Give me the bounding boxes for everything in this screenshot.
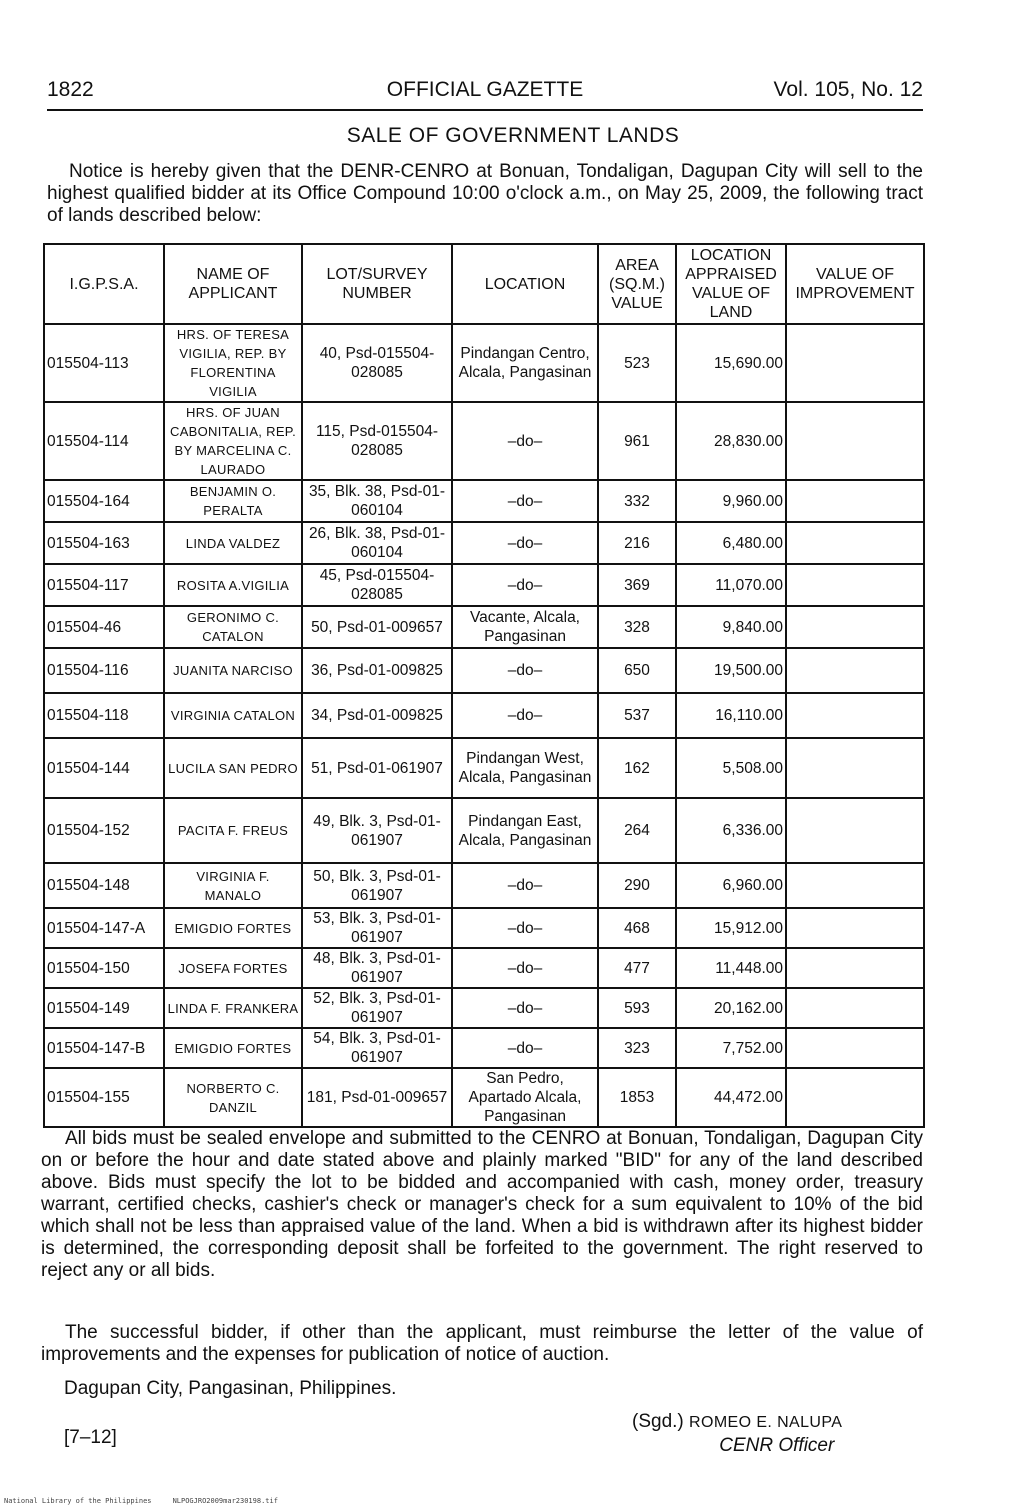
cell-improvement bbox=[786, 648, 924, 693]
cell-location: –do– bbox=[452, 522, 598, 564]
cell-area: 323 bbox=[598, 1028, 676, 1068]
cell-area: 290 bbox=[598, 863, 676, 908]
cell-igpsa: 015504-164 bbox=[44, 480, 164, 522]
cell-improvement bbox=[786, 606, 924, 648]
col-header-applicant: NAME OF APPLICANT bbox=[164, 244, 302, 324]
cell-improvement bbox=[786, 693, 924, 738]
col-header-area: AREA (SQ.M.) VALUE bbox=[598, 244, 676, 324]
cell-appraised-value: 15,912.00 bbox=[676, 908, 786, 948]
cell-location: –do– bbox=[452, 480, 598, 522]
table-row bbox=[44, 1068, 924, 1127]
cell-area: 593 bbox=[598, 988, 676, 1028]
cell-improvement bbox=[786, 908, 924, 948]
cell-improvement bbox=[786, 402, 924, 480]
cell-location: Pindangan Centro, Alcala, Pangasinan bbox=[452, 324, 598, 402]
cell-lot-number: 45, Psd-015504-028085 bbox=[302, 564, 452, 606]
cell-lot-number: 54, Blk. 3, Psd-01-061907 bbox=[302, 1028, 452, 1068]
table-row bbox=[44, 648, 924, 693]
cell-location: Pindangan West, Alcala, Pangasinan bbox=[452, 738, 598, 798]
signatory-name: ROMEO E. NALUPA bbox=[689, 1414, 843, 1431]
cell-igpsa: 015504-114 bbox=[44, 402, 164, 480]
col-header-appraised-value: LOCATION APPRAISED VALUE OF LAND bbox=[676, 244, 786, 324]
cell-location: –do– bbox=[452, 948, 598, 988]
cell-lot-number: 26, Blk. 38, Psd-01-060104 bbox=[302, 522, 452, 564]
cell-improvement bbox=[786, 564, 924, 606]
cell-lot-number: 50, Blk. 3, Psd-01-061907 bbox=[302, 863, 452, 908]
cell-improvement bbox=[786, 480, 924, 522]
cell-appraised-value: 6,960.00 bbox=[676, 863, 786, 908]
cell-igpsa: 015504-152 bbox=[44, 798, 164, 863]
table-row bbox=[44, 738, 924, 798]
cell-appraised-value: 6,336.00 bbox=[676, 798, 786, 863]
cell-applicant: LINDA F. FRANKERA bbox=[164, 988, 302, 1028]
table-row bbox=[44, 988, 924, 1028]
bids-paragraph: All bids must be sealed envelope and submitted to the CENRO at Bonuan, Tondaligan, Dagupan City on or before the hour and date stated above and plainly marked "BID" for any of the land described above. Bids must specify the lot to be bidded and accompanied with cash, money order, treasury warrant, certified checks, cashier's check or manager's check for a sum equivalent to 10% of the bid which shall not be less than appraised value of the land. When a bid is withdrawn after its highest bidder is determined, the corresponding deposit shall be forfeited to the government. The right reserved to reject any or all bids. bbox=[41, 1128, 923, 1281]
cell-location: –do– bbox=[452, 648, 598, 693]
scan-footer: National Library of the Philippines NLPOGJRO2009mar230198.tif bbox=[4, 1497, 278, 1505]
publication-name: OFFICIAL GAZETTE bbox=[386, 78, 584, 101]
cell-area: 961 bbox=[598, 402, 676, 480]
lands-table bbox=[43, 243, 925, 1128]
cell-appraised-value: 7,752.00 bbox=[676, 1028, 786, 1068]
notice-title: SALE OF GOVERNMENT LANDS bbox=[346, 124, 680, 147]
cell-igpsa: 015504-118 bbox=[44, 693, 164, 738]
table-row bbox=[44, 402, 924, 480]
cell-igpsa: 015504-163 bbox=[44, 522, 164, 564]
cell-improvement bbox=[786, 1028, 924, 1068]
cell-lot-number: 34, Psd-01-009825 bbox=[302, 693, 452, 738]
col-header-improvement: VALUE OF IMPROVEMENT bbox=[786, 244, 924, 324]
table-row bbox=[44, 863, 924, 908]
header-rule bbox=[47, 109, 923, 111]
cell-applicant: PACITA F. FREUS bbox=[164, 798, 302, 863]
signature-prefix: (Sgd.) bbox=[632, 1411, 684, 1432]
cell-lot-number: 48, Blk. 3, Psd-01-061907 bbox=[302, 948, 452, 988]
cell-area: 332 bbox=[598, 480, 676, 522]
cell-improvement bbox=[786, 324, 924, 402]
cell-appraised-value: 20,162.00 bbox=[676, 988, 786, 1028]
cell-area: 537 bbox=[598, 693, 676, 738]
cell-igpsa: 015504-155 bbox=[44, 1068, 164, 1127]
cell-igpsa: 015504-150 bbox=[44, 948, 164, 988]
cell-appraised-value: 28,830.00 bbox=[676, 402, 786, 480]
table-row bbox=[44, 948, 924, 988]
table-row bbox=[44, 693, 924, 738]
cell-applicant: BENJAMIN O. PERALTA bbox=[164, 480, 302, 522]
cell-lot-number: 50, Psd-01-009657 bbox=[302, 606, 452, 648]
cell-applicant: HRS. OF TERESA VIGILIA, REP. BY FLORENTINA VIGILIA bbox=[164, 324, 302, 402]
cell-igpsa: 015504-144 bbox=[44, 738, 164, 798]
cell-location: –do– bbox=[452, 1028, 598, 1068]
cell-igpsa: 015504-116 bbox=[44, 648, 164, 693]
cell-lot-number: 35, Blk. 38, Psd-01-060104 bbox=[302, 480, 452, 522]
cell-appraised-value: 16,110.00 bbox=[676, 693, 786, 738]
table-row bbox=[44, 522, 924, 564]
cell-igpsa: 015504-147-A bbox=[44, 908, 164, 948]
cell-igpsa: 015504-147-B bbox=[44, 1028, 164, 1068]
signature-block bbox=[632, 1410, 842, 1457]
cell-applicant: EMIGDIO FORTES bbox=[164, 1028, 302, 1068]
cell-applicant: JOSEFA FORTES bbox=[164, 948, 302, 988]
cell-lot-number: 49, Blk. 3, Psd-01-061907 bbox=[302, 798, 452, 863]
cell-applicant: NORBERTO C. DANZIL bbox=[164, 1068, 302, 1127]
cell-improvement bbox=[786, 863, 924, 908]
place-line: Dagupan City, Pangasinan, Philippines. bbox=[64, 1378, 397, 1399]
cell-appraised-value: 19,500.00 bbox=[676, 648, 786, 693]
page-number: 1822 bbox=[47, 78, 94, 101]
cell-area: 523 bbox=[598, 324, 676, 402]
cell-appraised-value: 6,480.00 bbox=[676, 522, 786, 564]
cell-applicant: HRS. OF JUAN CABONITALIA, REP. BY MARCELINA C. LAURADO bbox=[164, 402, 302, 480]
table-header-row bbox=[44, 244, 924, 324]
signatory-title: CENR Officer bbox=[719, 1435, 835, 1456]
cell-location: –do– bbox=[452, 988, 598, 1028]
intro-paragraph: Notice is hereby given that the DENR-CENRO at Bonuan, Tondaligan, Dagupan City will sell to the highest qualified bidder at its Office Compound 10:00 o'clock a.m., on May 25, 2009, the following tract of lands described below: bbox=[47, 161, 923, 226]
cell-appraised-value: 5,508.00 bbox=[676, 738, 786, 798]
cell-applicant: VIRGINIA F. MANALO bbox=[164, 863, 302, 908]
cell-improvement bbox=[786, 948, 924, 988]
cell-appraised-value: 15,690.00 bbox=[676, 324, 786, 402]
cell-igpsa: 015504-148 bbox=[44, 863, 164, 908]
cell-location: Pindangan East, Alcala, Pangasinan bbox=[452, 798, 598, 863]
cell-appraised-value: 11,448.00 bbox=[676, 948, 786, 988]
cell-area: 216 bbox=[598, 522, 676, 564]
cell-area: 477 bbox=[598, 948, 676, 988]
table-row bbox=[44, 908, 924, 948]
cell-lot-number: 53, Blk. 3, Psd-01-061907 bbox=[302, 908, 452, 948]
cell-improvement bbox=[786, 522, 924, 564]
col-header-location: LOCATION bbox=[452, 244, 598, 324]
cell-location: –do– bbox=[452, 693, 598, 738]
cell-area: 369 bbox=[598, 564, 676, 606]
cell-applicant: JUANITA NARCISO bbox=[164, 648, 302, 693]
cell-applicant: LUCILA SAN PEDRO bbox=[164, 738, 302, 798]
cell-location: –do– bbox=[452, 908, 598, 948]
cell-location: San Pedro, Apartado Alcala, Pangasinan bbox=[452, 1068, 598, 1127]
cell-location: –do– bbox=[452, 564, 598, 606]
cell-igpsa: 015504-113 bbox=[44, 324, 164, 402]
cell-location: –do– bbox=[452, 863, 598, 908]
cell-igpsa: 015504-117 bbox=[44, 564, 164, 606]
cell-appraised-value: 9,840.00 bbox=[676, 606, 786, 648]
volume-number: Vol. 105, No. 12 bbox=[773, 78, 923, 101]
cell-appraised-value: 11,070.00 bbox=[676, 564, 786, 606]
cell-location: Vacante, Alcala, Pangasinan bbox=[452, 606, 598, 648]
cell-lot-number: 51, Psd-01-061907 bbox=[302, 738, 452, 798]
reimburse-paragraph: The successful bidder, if other than the applicant, must reimburse the letter of the value of improvements and the expenses for publication of notice of auction. bbox=[41, 1322, 923, 1365]
cell-area: 328 bbox=[598, 606, 676, 648]
cell-lot-number: 115, Psd-015504-028085 bbox=[302, 402, 452, 480]
col-header-lot: LOT/SURVEY NUMBER bbox=[302, 244, 452, 324]
cell-lot-number: 52, Blk. 3, Psd-01-061907 bbox=[302, 988, 452, 1028]
cell-applicant: VIRGINIA CATALON bbox=[164, 693, 302, 738]
cell-appraised-value: 9,960.00 bbox=[676, 480, 786, 522]
table-row bbox=[44, 564, 924, 606]
cell-applicant: LINDA VALDEZ bbox=[164, 522, 302, 564]
cell-area: 264 bbox=[598, 798, 676, 863]
cell-lot-number: 181, Psd-01-009657 bbox=[302, 1068, 452, 1127]
table-row bbox=[44, 606, 924, 648]
cell-area: 468 bbox=[598, 908, 676, 948]
cell-lot-number: 40, Psd-015504-028085 bbox=[302, 324, 452, 402]
cell-improvement bbox=[786, 738, 924, 798]
cell-appraised-value: 44,472.00 bbox=[676, 1068, 786, 1127]
reference-code: [7–12] bbox=[64, 1427, 117, 1448]
cell-applicant: EMIGDIO FORTES bbox=[164, 908, 302, 948]
cell-lot-number: 36, Psd-01-009825 bbox=[302, 648, 452, 693]
cell-area: 1853 bbox=[598, 1068, 676, 1127]
page-header bbox=[47, 78, 923, 108]
cell-improvement bbox=[786, 798, 924, 863]
cell-igpsa: 015504-46 bbox=[44, 606, 164, 648]
table-row bbox=[44, 324, 924, 402]
cell-area: 162 bbox=[598, 738, 676, 798]
table-row bbox=[44, 798, 924, 863]
cell-location: –do– bbox=[452, 402, 598, 480]
col-header-igpsa: I.G.P.S.A. bbox=[44, 244, 164, 324]
cell-area: 650 bbox=[598, 648, 676, 693]
table-row bbox=[44, 480, 924, 522]
table-row bbox=[44, 1028, 924, 1068]
cell-applicant: GERONIMO C. CATALON bbox=[164, 606, 302, 648]
cell-igpsa: 015504-149 bbox=[44, 988, 164, 1028]
cell-applicant: ROSITA A.VIGILIA bbox=[164, 564, 302, 606]
cell-improvement bbox=[786, 988, 924, 1028]
cell-improvement bbox=[786, 1068, 924, 1127]
